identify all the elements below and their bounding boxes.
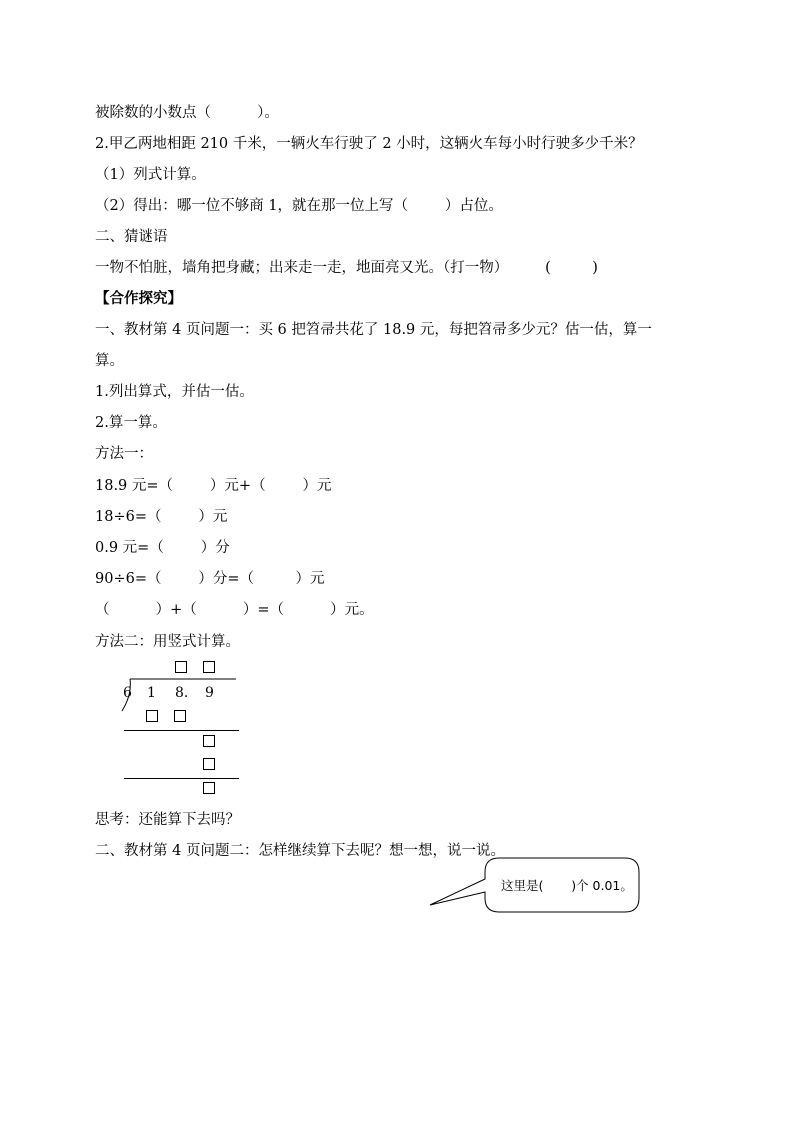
quotient-box-1[interactable] <box>175 661 187 673</box>
task-2: 2.算一算。 <box>95 415 167 431</box>
remainder-box-2[interactable] <box>203 758 215 770</box>
method-1: 方法一： <box>95 446 153 462</box>
dividend-digit-2: 8. <box>175 685 189 701</box>
problem-1-cont: 算。 <box>95 353 124 369</box>
dividend-digit-3: 9 <box>205 685 214 701</box>
section-riddle: 二、猜谜语 <box>95 229 168 245</box>
problem-1: 一、教材第 4 页问题一：买 6 把笤帚共花了 18.9 元，每把笤帚多少元？估一估，算一 <box>95 322 652 338</box>
eq-4: 90÷6=（ ）分=（ ）元 <box>95 571 325 587</box>
step-1: （1）列式计算。 <box>95 167 206 183</box>
eq-1: 18.9 元=（ ）元+（ ）元 <box>95 478 332 494</box>
remainder-box-1[interactable] <box>203 735 215 747</box>
section-cooperative: 【合作探究】 <box>95 290 182 307</box>
method-2: 方法二：用竖式计算。 <box>95 634 240 650</box>
question-2: 2.甲乙两地相距 210 千米，一辆火车行驶了 2 小时，这辆火车每小时行驶多少千米？ <box>95 136 643 152</box>
eq-5: （ ）+（ ）=（ ）元。 <box>95 602 374 618</box>
division-rule-2 <box>124 778 239 779</box>
riddle-text: 一物不怕脏，墙角把身藏；出来走一走，地面亮又光。（打一物） ( ) <box>95 260 598 276</box>
divisor: 6 <box>123 685 132 701</box>
task-1: 1.列出算式，并估一估。 <box>95 384 254 400</box>
problem-2: 二、教材第 4 页问题二：怎样继续算下去呢？想一想，说一说。 <box>95 843 505 859</box>
eq-3: 0.9 元=（ ）分 <box>95 540 230 556</box>
product-box-1[interactable] <box>146 710 158 722</box>
text-line-1: 被除数的小数点（ ）。 <box>95 105 279 121</box>
eq-2: 18÷6=（ ）元 <box>95 509 228 525</box>
think-question: 思考：还能算下去吗？ <box>95 812 240 828</box>
remainder-box-3[interactable] <box>203 782 215 794</box>
quotient-box-2[interactable] <box>203 661 215 673</box>
division-rule-1 <box>124 730 239 731</box>
step-2: （2）得出：哪一位不够商 1，就在那一位上写（ ）占位。 <box>95 198 503 214</box>
dividend-digit-1: 1 <box>147 685 156 701</box>
product-box-2[interactable] <box>174 710 186 722</box>
callout-text: 这里是( )个 0.01。 <box>501 878 633 893</box>
